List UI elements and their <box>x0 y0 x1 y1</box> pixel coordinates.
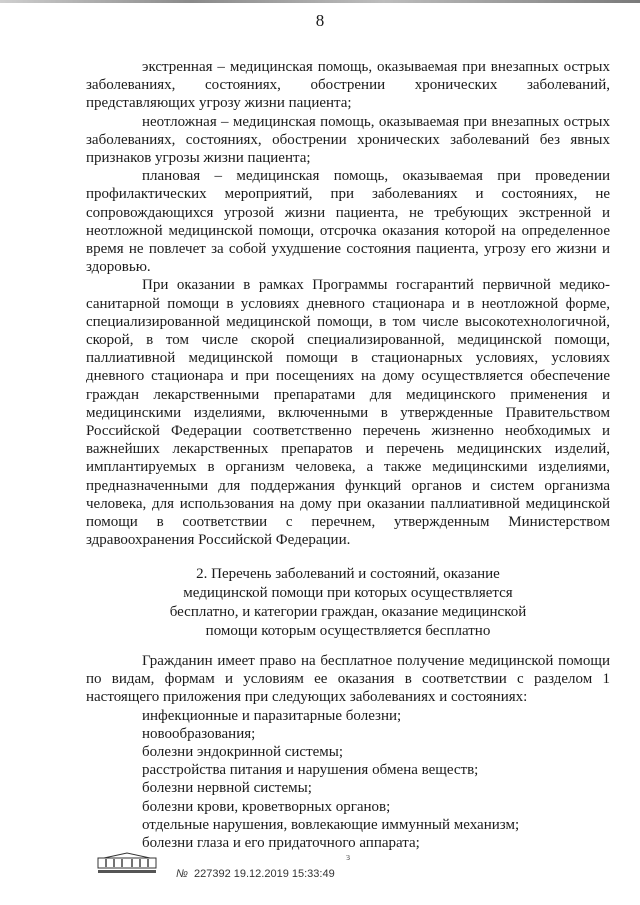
list-item: болезни эндокринной системы; <box>142 744 344 761</box>
stray-mark: ɜ <box>346 852 351 863</box>
paragraph-drug-provision: При оказании в рамках Программы госгарантий первичной медико-санитарной помощи в условиях дневного стационара и в неотложной форме, специализированной медицинской помощи, в том числе высокотехнологичной, скорой, в том числе скорой специализированной, медицинской помощи, паллиативной медицинской помощи в стационарных условиях, условиях дневного стационара и при посещениях на дому осуществляется обеспечение граждан лекарственными препаратами для медицинского применения и медицинскими изделиями, включенными в утвержденные Правительством Российской Федерации соответственно перечень жизненно необходимых и важнейших лекарственных препаратов и перечень медицинских изделий, имплантируемых в организм человека, а также медицинскими изделиями, предназначенными для поддержания функций органов и систем организма человека, для использования на дому при оказании паллиативной медицинской помощи в соответствии с перечнем, утвержденным Министерством здравоохранения Российской Федерации. <box>86 277 610 549</box>
list-item: болезни нервной системы; <box>142 780 312 797</box>
doc-number-mark: № <box>176 868 188 880</box>
section-2-body <box>86 652 610 852</box>
scan-top-edge <box>0 0 640 3</box>
heading-line: помощи которым осуществляется бесплатно <box>205 623 491 639</box>
heading-line: 2. Перечень заболеваний и состояний, оказание <box>196 566 500 582</box>
disease-list <box>86 707 610 853</box>
definitions-block <box>86 58 610 549</box>
heading-line: медицинской помощи при которых осуществляется <box>183 585 513 601</box>
definition-emergency: экстренная – медицинская помощь, оказываемая при внезапных острых заболеваниях, состояниях, обострении хронических заболеваний, представляющих угрозу жизни пациента; <box>86 59 610 112</box>
doc-timestamp: 19.12.2019 15:33:49 <box>233 868 335 880</box>
list-item: отдельные нарушения, вовлекающие иммунный механизм; <box>142 816 520 833</box>
section-2-intro: Гражданин имеет право на бесплатное получение медицинской помощи по видам, формам и условиям ее оказания в соответствии с разделом 1 настоящего приложения при следующих заболеваниях и состояниях: <box>86 653 610 706</box>
document-stamp <box>176 868 335 880</box>
list-item: расстройства питания и нарушения обмена веществ; <box>142 762 479 779</box>
page-number: 8 <box>315 11 325 30</box>
list-item: инфекционные и паразитарные болезни; <box>142 707 402 724</box>
heading-line: бесплатно, и категории граждан, оказание медицинской <box>169 604 527 620</box>
section-2-heading <box>86 565 610 641</box>
list-item: болезни крови, кроветворных органов; <box>142 798 391 815</box>
list-item: болезни глаза и его придаточного аппарата; <box>142 835 420 852</box>
government-emblem-icon <box>96 852 158 874</box>
list-item: новообразования; <box>142 725 256 742</box>
doc-id: 227392 <box>193 868 231 880</box>
definition-planned: плановая – медицинская помощь, оказываемая при проведении профилактических мероприятий, при заболеваниях и состояниях, не сопровождающихся угрозой жизни пациента, не требующих экстренной и неотложной медицинской помощи, отсрочка оказания которой на определенное время не повлечет за собой ухудшение состояния пациента, угрозу его жизни и здоровью. <box>86 168 610 276</box>
definition-urgent: неотложная – медицинская помощь, оказываемая при внезапных острых заболеваниях, состояниях, обострении хронических заболеваний без явных признаков угрозы жизни пациента; <box>86 113 610 167</box>
